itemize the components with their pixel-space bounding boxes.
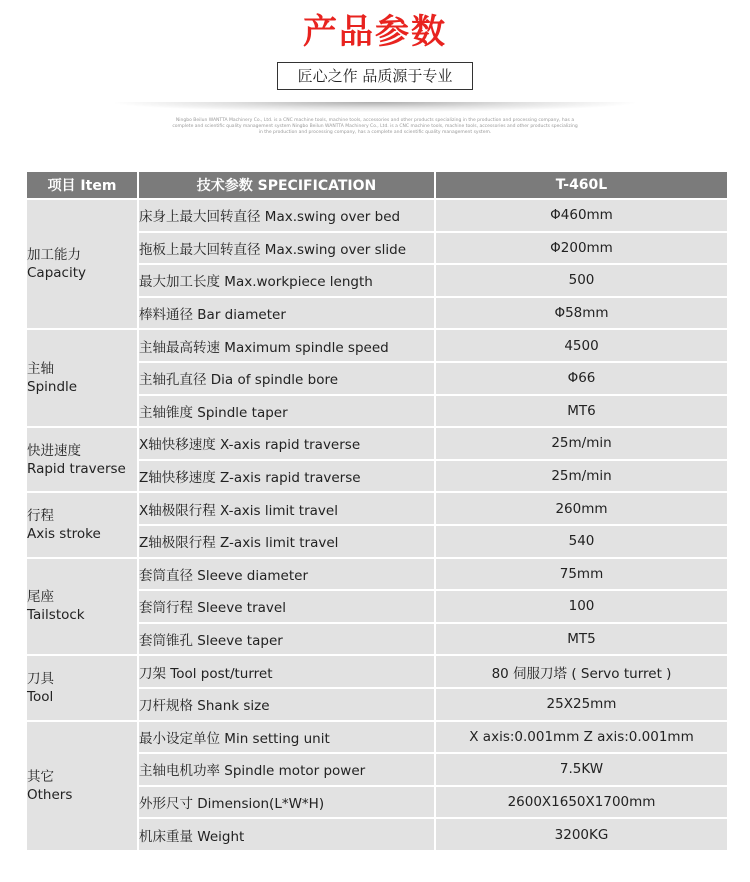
category-cell (27, 559, 137, 655)
parameter-cell: 主轴电机功率 Spindle motor power (139, 754, 434, 785)
table-row (27, 200, 727, 231)
value-cell: MT6 (436, 396, 727, 427)
parameter-cell: 主轴锥度 Spindle taper (139, 396, 434, 427)
value-cell: 260mm (436, 493, 727, 524)
value-cell: Φ200mm (436, 233, 727, 264)
value-cell: 100 (436, 591, 727, 622)
parameter-cell: Z轴极限行程 Z-axis limit travel (139, 526, 434, 557)
divider-shadow (115, 102, 635, 112)
parameter-cell: 套筒直径 Sleeve diameter (139, 559, 434, 590)
header-item: 项目 Item (27, 172, 137, 198)
parameter-cell: 刀杆规格 Shank size (139, 689, 434, 720)
parameter-cell: 最大加工长度 Max.workpiece length (139, 265, 434, 296)
value-cell: Φ460mm (436, 200, 727, 231)
value-cell: 7.5KW (436, 754, 727, 785)
parameter-cell: 床身上最大回转直径 Max.swing over bed (139, 200, 434, 231)
parameter-cell: X轴快移速度 X-axis rapid traverse (139, 428, 434, 459)
value-cell: 2600X1650X1700mm (436, 787, 727, 818)
parameter-cell: Z轴快移速度 Z-axis rapid traverse (139, 461, 434, 492)
category-cell (27, 656, 137, 719)
value-cell: 540 (436, 526, 727, 557)
category-cell (27, 493, 137, 556)
category-name-en: Tool (27, 688, 54, 705)
value-cell: Φ58mm (436, 298, 727, 329)
category-name-en: Capacity (27, 265, 86, 282)
value-cell: X axis:0.001mm Z axis:0.001mm (436, 722, 727, 753)
category-name-cn: 加工能力 (27, 247, 81, 264)
category-name-en: Others (27, 786, 73, 803)
value-cell: 25m/min (436, 461, 727, 492)
fine-print: Ningbo Beilun WANTTA Machinery Co., Ltd. is a CNC machine tools, machine tools, accessories and other products specializing in the production and processing company, has a complete and scientific quality management system Ningbo Beilun WANTTA Machinery Co., Ltd. is a CNC machine tools, machine tools, accessories and other products specializing in the production and processing company, has a complete and scientific quality management system. (172, 118, 578, 135)
value-cell: 75mm (436, 559, 727, 590)
category-name-cn: 快进速度 (27, 442, 81, 459)
value-cell: 80 伺服刀塔 ( Servo turret ) (436, 656, 727, 687)
table-row (27, 330, 727, 361)
parameter-cell: 外形尺寸 Dimension(L*W*H) (139, 787, 434, 818)
parameter-cell: 主轴孔直径 Dia of spindle bore (139, 363, 434, 394)
parameter-cell: 主轴最高转速 Maximum spindle speed (139, 330, 434, 361)
value-cell: 25X25mm (436, 689, 727, 720)
table-row (27, 722, 727, 753)
category-cell (27, 330, 137, 426)
value-cell: 3200KG (436, 819, 727, 850)
table-header-row (27, 172, 727, 198)
table-row (27, 428, 727, 459)
table-row (27, 493, 727, 524)
category-name-en: Axis stroke (27, 525, 101, 542)
category-name-cn: 刀具 (27, 670, 54, 687)
parameter-cell: X轴极限行程 X-axis limit travel (139, 493, 434, 524)
parameter-cell: 机床重量 Weight (139, 819, 434, 850)
slogan-box: 匠心之作 品质源于专业 (277, 62, 473, 90)
category-name-cn: 主轴 (27, 361, 54, 378)
category-name-cn: 尾座 (27, 589, 54, 606)
parameter-cell: 套筒锥孔 Sleeve taper (139, 624, 434, 655)
value-cell: MT5 (436, 624, 727, 655)
table-row (27, 656, 727, 687)
parameter-cell: 最小设定单位 Min setting unit (139, 722, 434, 753)
table-row (27, 559, 727, 590)
page-title: 产品参数 (303, 12, 447, 52)
spec-table (25, 170, 729, 852)
category-name-cn: 行程 (27, 507, 54, 524)
value-cell: 4500 (436, 330, 727, 361)
parameter-cell: 刀架 Tool post/turret (139, 656, 434, 687)
category-cell (27, 428, 137, 491)
header-model: T-460L (436, 172, 727, 198)
category-cell (27, 200, 137, 328)
category-name-cn: 其它 (27, 768, 54, 785)
parameter-cell: 套筒行程 Sleeve travel (139, 591, 434, 622)
header-specification: 技术参数 SPECIFICATION (139, 172, 434, 198)
category-name-en: Rapid traverse (27, 460, 126, 477)
category-name-en: Tailstock (27, 607, 85, 624)
value-cell: 25m/min (436, 428, 727, 459)
spec-table-body (27, 200, 727, 850)
category-name-en: Spindle (27, 379, 78, 396)
parameter-cell: 拖板上最大回转直径 Max.swing over slide (139, 233, 434, 264)
value-cell: Φ66 (436, 363, 727, 394)
parameter-cell: 棒料通径 Bar diameter (139, 298, 434, 329)
value-cell: 500 (436, 265, 727, 296)
category-cell (27, 722, 137, 850)
